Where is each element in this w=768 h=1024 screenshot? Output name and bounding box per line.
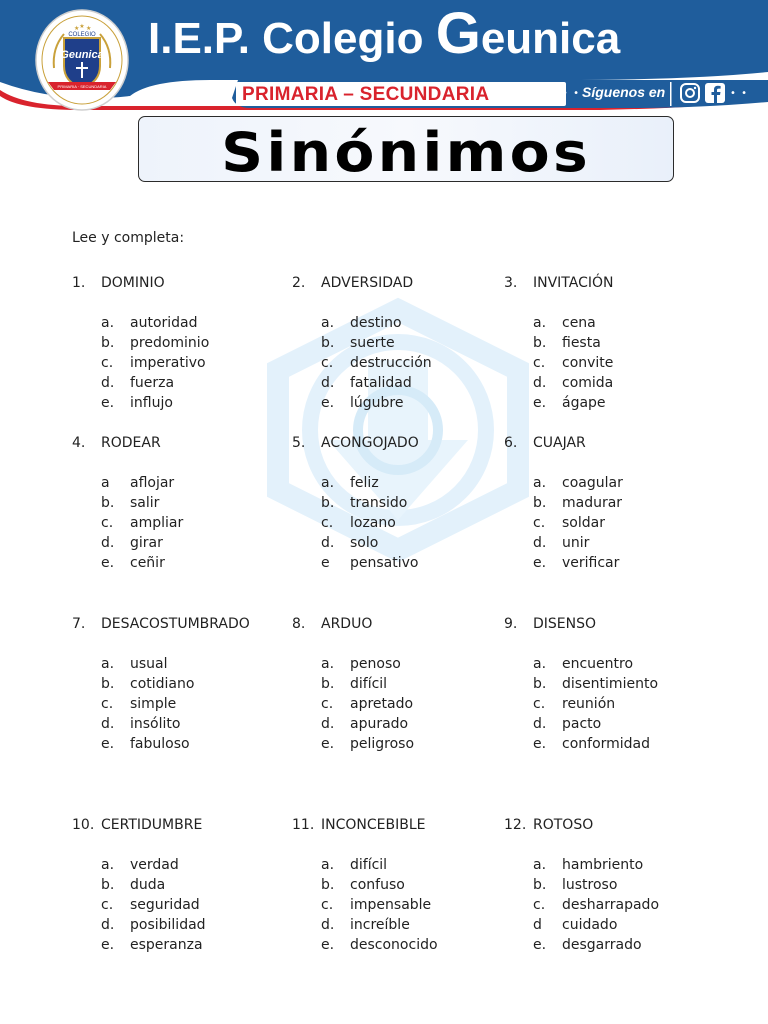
option-a: a. autoridad (101, 315, 198, 331)
option-c: c. impensable (321, 897, 432, 913)
logo-name-text: Geunica (60, 49, 104, 61)
question-1 (72, 273, 292, 413)
option-b: b. madurar (533, 495, 623, 511)
decor-dots-left: • • (562, 88, 580, 99)
option-e: e. esperanza (101, 937, 203, 953)
svg-text:★: ★ (79, 23, 85, 30)
option-c: c. apretado (321, 696, 414, 712)
question-12 (504, 815, 724, 955)
option-a: a aflojar (101, 475, 175, 491)
option-c: c. imperativo (101, 355, 206, 371)
question-number: 12. (504, 817, 527, 833)
question-10 (72, 815, 292, 955)
option-d: d. fatalidad (321, 375, 412, 391)
option-d: d. posibilidad (101, 917, 206, 933)
logo-top-text: COLEGIO (68, 32, 96, 38)
question-number: 11. (292, 817, 315, 833)
question-number: 2. (292, 275, 306, 291)
option-e: e. influjo (101, 395, 173, 411)
option-d: d. apurado (321, 716, 409, 732)
question-number: 8. (292, 616, 306, 632)
question-7 (72, 614, 292, 754)
option-b: b. salir (101, 495, 160, 511)
option-b: b. disentimiento (533, 676, 659, 692)
question-6 (504, 433, 724, 573)
question-5 (292, 433, 512, 573)
school-logo (34, 8, 130, 112)
option-b: b. lustroso (533, 877, 618, 893)
question-word: CUAJAR (533, 435, 586, 451)
option-e: e. desconocido (321, 937, 438, 953)
question-word: RODEAR (101, 435, 161, 451)
option-c: c. lozano (321, 515, 396, 531)
question-number: 1. (72, 275, 86, 291)
option-d: d. fuerza (101, 375, 175, 391)
option-e: e. peligroso (321, 736, 415, 752)
option-e: e pensativo (321, 555, 419, 571)
option-a: a. penoso (321, 656, 401, 672)
option-b: b. transido (321, 495, 408, 511)
option-d: d. girar (101, 535, 163, 551)
option-b: b. duda (101, 877, 166, 893)
option-a: a. verdad (101, 857, 179, 873)
question-8 (292, 614, 512, 754)
school-name (148, 1, 688, 66)
question-number: 5. (292, 435, 306, 451)
title-box (138, 116, 674, 182)
question-11 (292, 815, 512, 955)
question-word: ADVERSIDAD (321, 275, 414, 291)
school-prefix: I.E.P. Colegio (148, 14, 436, 63)
question-word: DISENSO (533, 616, 597, 632)
option-d: d. comida (533, 375, 614, 391)
option-c: c. simple (101, 696, 177, 712)
header-banner (0, 0, 768, 112)
option-e: e. ceñir (101, 555, 165, 571)
option-c: c. ampliar (101, 515, 184, 531)
school-initial: G (435, 1, 481, 66)
question-2 (292, 273, 512, 413)
option-c: c. seguridad (101, 897, 200, 913)
question-9 (504, 614, 724, 754)
question-number: 6. (504, 435, 518, 451)
logo-ribbon-text: PRIMARIA · SECUNDARIA (57, 84, 107, 89)
option-a: a. encuentro (533, 656, 634, 672)
option-a: a. coagular (533, 475, 623, 491)
question-word: DOMINIO (101, 275, 165, 291)
option-b: b. suerte (321, 335, 395, 351)
option-a: a. difícil (321, 857, 388, 873)
svg-text:★: ★ (74, 25, 80, 32)
option-e: e. verificar (533, 555, 620, 571)
option-d: d cuidado (533, 917, 618, 933)
option-e: e. ágape (533, 395, 606, 411)
option-c: c. destrucción (321, 355, 432, 371)
option-a: a. usual (101, 656, 168, 672)
option-d: d. solo (321, 535, 379, 551)
instagram-icon[interactable] (679, 82, 701, 104)
option-c: c. reunión (533, 696, 616, 712)
option-c: c. convite (533, 355, 614, 371)
question-number: 9. (504, 616, 518, 632)
option-d: d. insólito (101, 716, 181, 732)
question-number: 3. (504, 275, 518, 291)
instruction-text: Lee y completa: (72, 230, 185, 246)
option-d: d. pacto (533, 716, 602, 732)
question-word: INVITACIÓN (533, 275, 614, 291)
option-c: c. desharrapado (533, 897, 660, 913)
option-a: a. cena (533, 315, 596, 331)
page-title: Sinónimos (221, 121, 591, 184)
facebook-icon[interactable] (704, 82, 726, 104)
question-number: 4. (72, 435, 86, 451)
school-rest: eunica (480, 14, 621, 63)
option-a: a. destino (321, 315, 402, 331)
question-word: ROTOSO (533, 817, 594, 833)
option-e: e. fabuloso (101, 736, 190, 752)
option-d: d. unir (533, 535, 590, 551)
option-d: d. increíble (321, 917, 410, 933)
svg-text:★: ★ (86, 25, 92, 32)
option-e: e. conformidad (533, 736, 651, 752)
option-b: b. fiesta (533, 335, 601, 351)
option-b: b. predominio (101, 335, 210, 351)
question-word: ACONGOJADO (321, 435, 419, 451)
option-c: c. soldar (533, 515, 605, 531)
question-number: 10. (72, 817, 95, 833)
option-b: b. confuso (321, 877, 405, 893)
question-word: ARDUO (321, 616, 373, 632)
option-e: e. desgarrado (533, 937, 642, 953)
school-levels: PRIMARIA – SECUNDARIA (242, 84, 490, 105)
question-word: INCONCEBIBLE (321, 817, 426, 833)
option-a: a. hambriento (533, 857, 644, 873)
option-b: b. difícil (321, 676, 388, 692)
question-number: 7. (72, 616, 86, 632)
question-word: DESACOSTUMBRADO (101, 616, 250, 632)
question-4 (72, 433, 292, 573)
option-a: a. feliz (321, 475, 379, 491)
question-3 (504, 273, 724, 413)
option-b: b. cotidiano (101, 676, 195, 692)
question-word: CERTIDUMBRE (101, 817, 203, 833)
follow-us-text: Síguenos en (582, 84, 666, 100)
decor-dots-right: • • (730, 88, 748, 99)
option-e: e. lúgubre (321, 395, 404, 411)
